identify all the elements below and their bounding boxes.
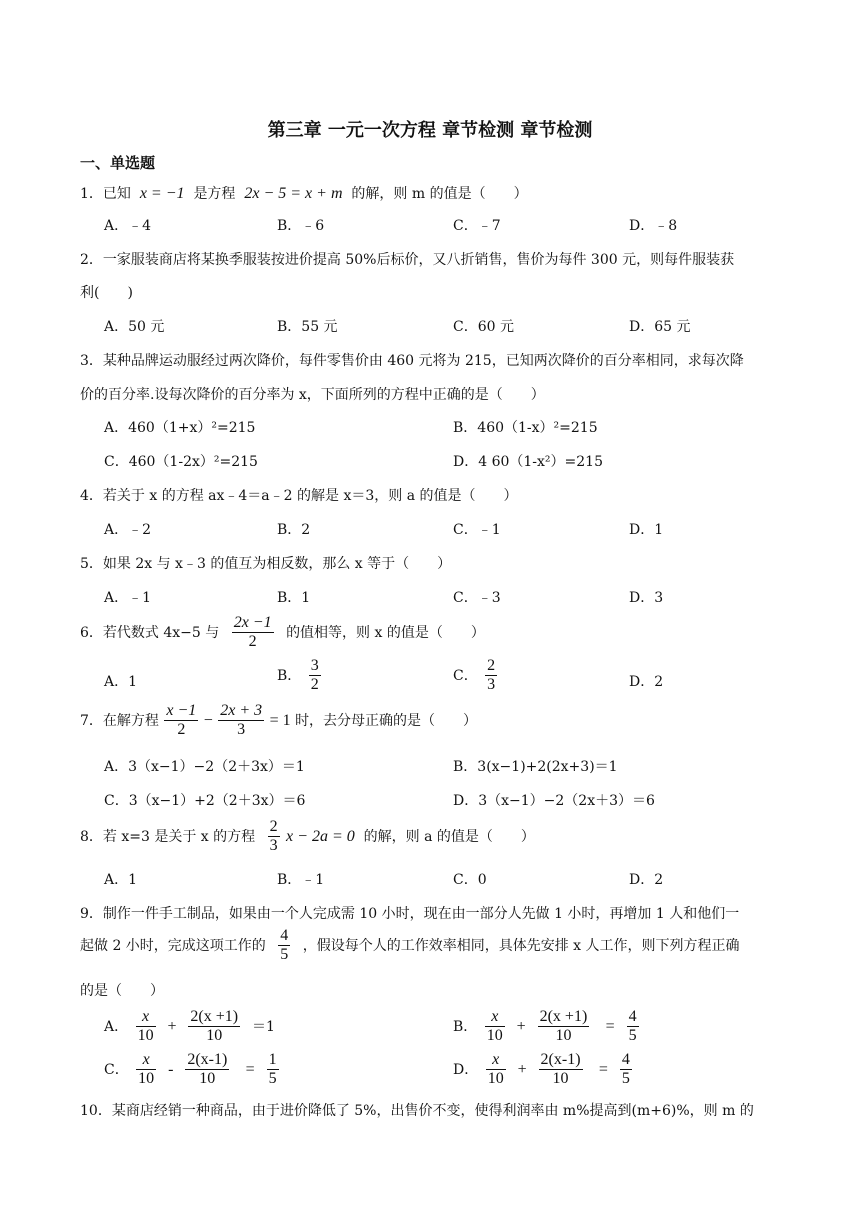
- option-b: B．460（1-x）²=215: [453, 420, 598, 436]
- option-a: A．3（x−1）−2（2＋3x）＝1: [104, 759, 305, 775]
- operator: +: [516, 1017, 526, 1035]
- fraction-denominator: 5: [621, 1070, 630, 1088]
- option-c: [453, 657, 500, 695]
- option-label: B．: [277, 667, 302, 684]
- option-a: [104, 1008, 275, 1046]
- option-d: D．2: [629, 674, 664, 690]
- option-c: C．0: [453, 872, 487, 888]
- option-d: D．2: [629, 872, 664, 888]
- question-7: [80, 702, 477, 740]
- fraction-numerator: 2: [268, 818, 280, 837]
- document-title: 第三章 一元一次方程 章节检测 章节检测: [267, 120, 593, 141]
- fraction-numerator: 2x −1: [232, 614, 274, 633]
- fraction: [232, 614, 274, 652]
- question-5: 5．如果 2x 与 x﹣3 的值互为相反数，那么 x 等于（ ）: [80, 556, 452, 572]
- option-c: C．3（x−1）+2（2＋3x）＝6: [104, 793, 306, 809]
- question-text: 的解，则 m 的值是（ ）: [351, 186, 528, 202]
- fraction-denominator: 10: [486, 1027, 503, 1045]
- question-2-line-1: 2．一家服装商店将某换季服装按进价提高 50%后标价，又八折销售，售价为每件 300 元，则每件服装获: [80, 252, 735, 268]
- fraction-numerator: x: [136, 1008, 156, 1027]
- question-text: 的值相等，则 x 的值是（ ）: [286, 624, 485, 641]
- math-expression: x = −1: [139, 185, 185, 202]
- fraction: [620, 1051, 632, 1089]
- fraction-numerator: 2(x +1): [538, 1008, 590, 1027]
- equals-sign: =: [598, 1060, 608, 1078]
- fraction-numerator: x: [136, 1051, 156, 1070]
- section-heading: 一、单选题: [80, 154, 156, 172]
- fraction: [486, 1051, 506, 1089]
- fraction: [485, 657, 497, 695]
- operator: +: [167, 1017, 177, 1035]
- equals-sign: =: [605, 1017, 615, 1035]
- option-label: D．: [453, 1061, 479, 1078]
- option-c: C．﹣3: [453, 590, 501, 606]
- question-text: ，假设每个人的工作效率相同，具体先安排 x 人工作，则下列方程正确: [302, 937, 740, 954]
- option-d: D．﹣8: [629, 218, 678, 234]
- option-label: C．: [453, 667, 478, 684]
- fraction-denominator: 10: [552, 1070, 569, 1088]
- fraction-denominator: 10: [555, 1027, 572, 1045]
- fraction-numerator: 2x + 3: [218, 702, 264, 721]
- question-4: 4．若关于 x 的方程 ax﹣4＝a﹣2 的解是 x＝3，则 a 的值是（ ）: [80, 488, 518, 504]
- right-hand-side: ＝1: [252, 1018, 275, 1035]
- question-9-line-3: 的是（ ）: [80, 983, 164, 999]
- option-label: B．: [453, 1018, 478, 1035]
- question-text: 的解，则 a 的值是（ ）: [363, 828, 535, 845]
- question-9-line-1: 9．制作一件手工制品，如果由一个人完成需 10 小时，现在由一部分人先做 1 小时，再增加 1 人和他们一: [80, 906, 740, 922]
- option-a: A．﹣2: [104, 522, 152, 538]
- option-a: A．1: [104, 872, 138, 888]
- fraction-denominator: 3: [487, 676, 496, 694]
- option-a: A．50 元: [104, 319, 165, 335]
- fraction-denominator: 10: [199, 1070, 216, 1088]
- fraction-numerator: 4: [627, 1008, 639, 1027]
- fraction-denominator: 10: [206, 1027, 223, 1045]
- fraction-denominator: 3: [269, 837, 278, 855]
- fraction-numerator: x: [485, 1008, 505, 1027]
- fraction-denominator: 5: [628, 1027, 637, 1045]
- fraction-denominator: 10: [138, 1070, 155, 1088]
- fraction-numerator: 2(x-1): [539, 1051, 583, 1070]
- math-expression: x − 2a = 0: [286, 827, 355, 845]
- equals-sign: =: [245, 1060, 255, 1078]
- fraction: [538, 1008, 590, 1046]
- fraction-denominator: 2: [310, 676, 319, 694]
- option-b: B．﹣1: [277, 872, 325, 888]
- option-b: B．2: [277, 522, 311, 538]
- fraction: [278, 927, 290, 965]
- fraction-numerator: x: [486, 1051, 506, 1070]
- fraction-denominator: 3: [237, 721, 246, 739]
- fraction-numerator: 2(x-1): [185, 1051, 229, 1070]
- fraction: [136, 1008, 156, 1046]
- option-d: D．3（x−1）−2（2x＋3）＝6: [453, 793, 655, 809]
- option-label: C．: [104, 1061, 129, 1078]
- question-text: 是方程: [193, 186, 236, 202]
- question-6: [80, 614, 485, 652]
- option-b: B．3(x−1)+2(2x+3)＝1: [453, 759, 618, 775]
- fraction-denominator: 2: [248, 633, 257, 651]
- option-b: B．1: [277, 590, 311, 606]
- fraction-numerator: 3: [309, 657, 321, 676]
- fraction: [268, 818, 280, 856]
- option-a: A．﹣4: [104, 218, 152, 234]
- option-b: [453, 1008, 642, 1046]
- question-text: 6．若代数式 4x−5 与: [80, 624, 220, 641]
- option-d: D．3: [629, 590, 664, 606]
- fraction: [188, 1008, 240, 1046]
- fraction: [136, 1051, 156, 1089]
- option-c: C．﹣1: [453, 522, 501, 538]
- fraction-numerator: 4: [278, 927, 290, 946]
- option-c: C．60 元: [453, 319, 514, 335]
- option-a: A．460（1+x）²=215: [104, 420, 256, 436]
- fraction-denominator: 10: [487, 1070, 504, 1088]
- option-d: D．65 元: [629, 319, 691, 335]
- fraction: [164, 702, 198, 740]
- fraction: [539, 1051, 583, 1089]
- operator: +: [517, 1060, 527, 1078]
- question-text: 起做 2 小时，完成这项工作的: [80, 937, 266, 954]
- question-2-line-2: 利( ): [80, 285, 133, 301]
- question-9-line-2: [80, 927, 740, 965]
- fraction-denominator: 10: [137, 1027, 154, 1045]
- fraction-numerator: 2: [485, 657, 497, 676]
- option-b: [277, 657, 324, 695]
- question-1: [80, 183, 528, 203]
- option-d: [453, 1051, 635, 1089]
- option-c: C．﹣7: [453, 218, 501, 234]
- fraction-numerator: x −1: [164, 702, 198, 721]
- fraction: [218, 702, 264, 740]
- fraction-denominator: 5: [280, 946, 289, 964]
- fraction: [627, 1008, 639, 1046]
- math-expression: 2x − 5 = x + m: [244, 185, 343, 202]
- question-10: 10．某商店经销一种商品，由于进价降低了 5%，出售价不变，使得利润率由 m%提高到(m+6)%，则 m 的: [80, 1103, 754, 1119]
- fraction-numerator: 4: [620, 1051, 632, 1070]
- option-c: C．460（1-2x）²=215: [104, 454, 258, 470]
- question-8: [80, 818, 535, 856]
- option-c: [104, 1051, 282, 1089]
- question-text: 时，去分母正确的是（ ）: [295, 712, 478, 729]
- question-3-line-1: 3．某种品牌运动服经过两次降价，每件零售价由 460 元将为 215，已知两次降价的百分率相同，求每次降: [80, 353, 744, 369]
- option-label: A．: [104, 1018, 129, 1035]
- question-3-line-2: 价的百分率.设每次降价的百分率为 x，下面所列的方程中正确的是（ ）: [80, 387, 545, 403]
- option-b: B．﹣6: [277, 218, 325, 234]
- option-d: D．4 60（1-x²）=215: [453, 454, 603, 470]
- question-text: 1．已知: [80, 186, 131, 202]
- equals-one: = 1: [269, 711, 291, 729]
- fraction: [309, 657, 321, 695]
- question-text: 7．在解方程: [80, 712, 159, 729]
- question-text: 8．若 x=3 是关于 x 的方程: [80, 828, 256, 845]
- option-a: A．1: [104, 674, 138, 690]
- option-a: A．﹣1: [104, 590, 152, 606]
- option-b: B．55 元: [277, 319, 338, 335]
- fraction: [485, 1008, 505, 1046]
- fraction-numerator: 1: [267, 1051, 279, 1070]
- operator: -: [168, 1060, 174, 1078]
- fraction-numerator: 2(x +1): [188, 1008, 240, 1027]
- fraction-denominator: 5: [268, 1070, 277, 1088]
- minus-sign: −: [203, 711, 213, 729]
- option-d: D．1: [629, 522, 664, 538]
- fraction: [267, 1051, 279, 1089]
- fraction: [185, 1051, 229, 1089]
- fraction-denominator: 2: [177, 721, 186, 739]
